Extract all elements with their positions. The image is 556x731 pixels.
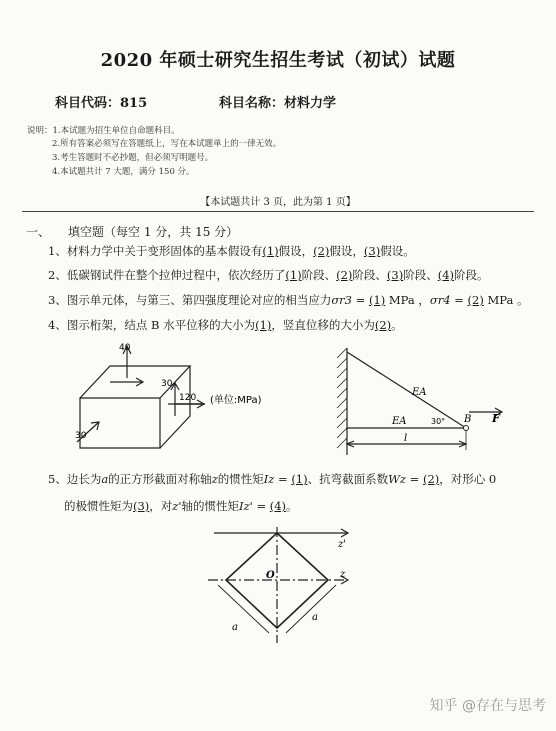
watermark: 知乎 @存在与思考 [429,698,546,714]
wall-hatch [337,348,347,448]
label-b: B [464,414,472,425]
label-o: O [266,570,275,581]
label-l: l [404,433,408,444]
question-2: 2、低碳钢试件在整个拉伸过程中，依次经历了(1)阶段、(2)阶段、(3)阶段、(4)阶段。 [48,268,489,282]
note-2: 2.所有答案必须写在答题纸上，写在本试题单上的一律无效。 [52,139,282,149]
page-info: 【本试题共计 3 页，此为第 1 页】 [200,197,356,208]
divider [22,211,534,212]
dimension-left [218,585,269,633]
question-4: 4、图示桁架，结点 B 水平位移的大小为(1)，竖直位移的大小为(2)。 [48,318,403,332]
question-1: 1、材料力学中关于变形固体的基本假设有(1)假设，(2)假设，(3)假设。 [48,244,415,258]
label-z-prime: z' [338,539,347,550]
label-z: z [340,569,346,580]
label-ea-inclined: EA [412,387,427,398]
stress-element-figure [65,338,295,458]
label-30-side: 30 [161,379,173,389]
note-3: 3.考生答题时不必抄题，但必须写明题号。 [52,153,214,163]
label-120: 120 [179,393,197,403]
exam-title: 2020 年硕士研究生招生考试（初试）试题 [100,50,456,71]
truss-figure [334,340,519,460]
section-title: 填空题（每空 1 分，共 15 分） [68,225,239,239]
note-1: 说明：1.本试题为招生单位自命题科目。 [27,126,180,136]
square-section-figure [200,525,370,660]
label-a-left: a [232,622,238,633]
node-b [464,426,469,431]
label-angle: 30° [431,417,446,426]
label-f: F [492,412,500,425]
dimension-right [286,585,336,633]
question-5-line-2: 的极惯性矩为(3)，对z'轴的惯性矩Iz' = (4)。 [64,499,298,513]
label-30-front: 30 [75,431,87,441]
label-40: 40 [119,343,131,353]
subject-code: 科目代码：815 [55,96,148,111]
subject-name: 科目名称：材料力学 [219,96,337,111]
note-4: 4.本试题共计 7 大题，满分 150 分。 [52,167,195,177]
unit-label: (单位:MPa) [210,395,262,406]
section-number: 一、 [26,225,51,239]
question-5-line-1: 5、边长为a的正方形截面对称轴z的惯性矩Iz = (1)、抗弯截面系数Wz = (2)，对形心 0 [48,472,497,486]
question-3: 3、图示单元体，与第三、第四强度理论对应的相当应力σr3 = (1) MPa ，σr4 = (2) MPa 。 [48,293,529,307]
label-a-right: a [312,612,318,623]
label-ea-horizontal: EA [392,416,407,427]
